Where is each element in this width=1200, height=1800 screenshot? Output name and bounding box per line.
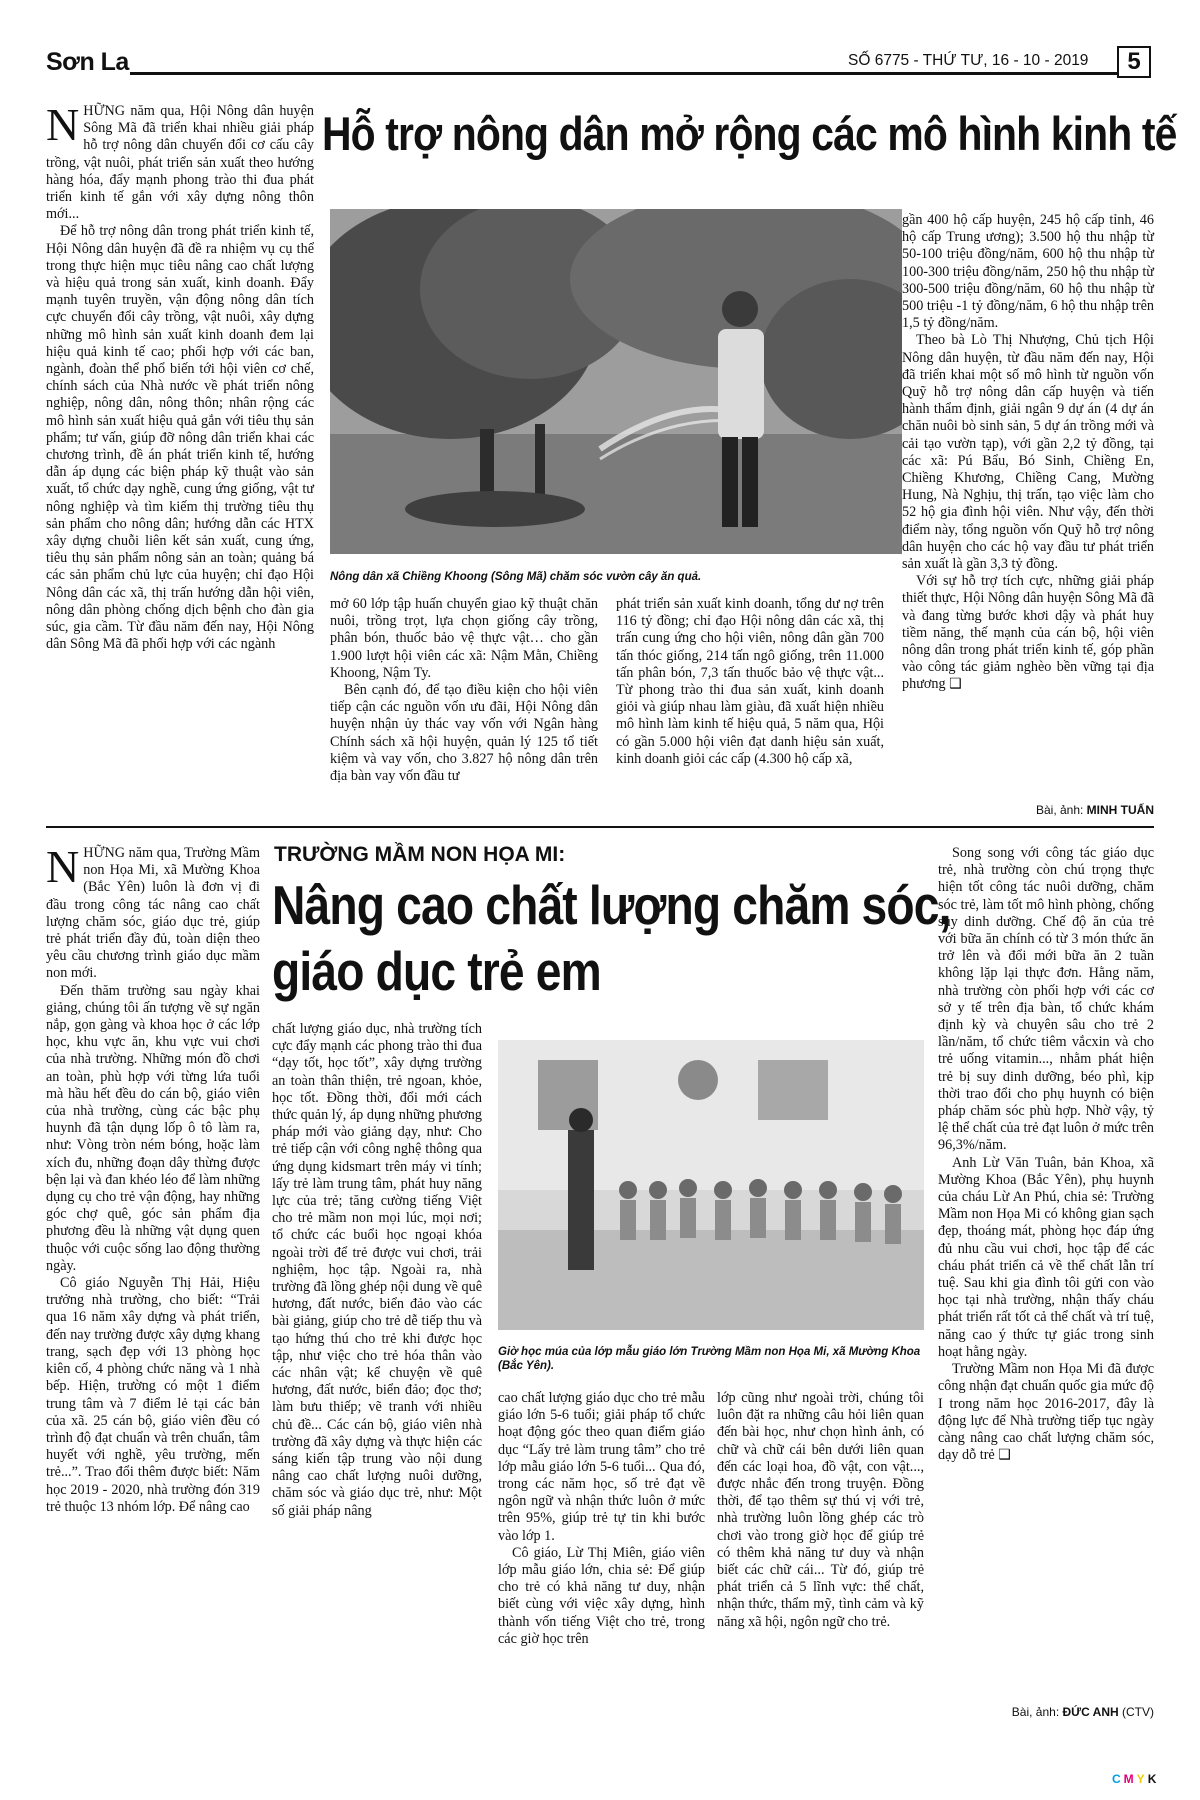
article2-col2: [272, 1021, 482, 1520]
page-number-box: [1117, 46, 1151, 78]
classroom-photo: [498, 1040, 924, 1330]
article-divider: [46, 826, 1154, 828]
credit-name: MINH TUẤN: [1086, 803, 1154, 817]
section-name: Sơn La: [46, 48, 129, 76]
paragraph: phát triển sản xuất kinh doanh, tổng dư nợ trên 116 tỷ đồng; chỉ đạo Hội nông dân các xã, thị trấn cung ứng cho hội viên, nông dân gần 700 tấn thóc giống, 214 tấn ngô giống, trên 11.000 tấn phân bón, 7,3 tấn thuốc bảo vệ thực vật... Từ phong trào thi đua sản xuất, kinh doanh giỏi và giúp nhau làm giàu, đã xuất hiện nhiều mô hình làm kinh tế hiệu quả, 5 năm qua, Hội có gần 5.000 hội viên đạt danh hiệu sản xuất, kinh doanh giỏi các cấp (4.300 hộ cấp xã,: [616, 596, 884, 767]
paragraph: Song song với công tác giáo dục trẻ, nhà trường còn chú trọng thực hiện tốt công tác nuôi dưỡng, chăm sóc trẻ, làm tốt mô hình phòng, chống suy dinh dưỡng. Chế độ ăn của trẻ với bữa ăn chính có từ 3 món thức ăn trở lên và đổi mới bữa ăn 2 tuần không lặp lại thực đơn. Hằng năm, nhà trường còn phối hợp với các cơ sở y tế trên địa bàn, tổ chức khám định kỳ và chuyên sâu cho trẻ 2 lần/năm, tổ chức tiêm vắcxin và cho trẻ uống vitamin..., nhằm phát hiện trẻ bị suy dinh dưỡng, béo phì, kịp thời trao đổi cho phụ huynh có biện pháp chăm sóc phù hợp. Nhờ vậy, tỷ lệ thể chất của trẻ đạt luôn ở mức trên 96,3%/năm.: [938, 845, 1154, 1154]
article2-headline-line2: giáo dục trẻ em: [272, 940, 601, 1002]
paragraph: Anh Lừ Văn Tuân, bản Khoa, xã Mường Khoa (Bắc Yên), phụ huynh của cháu Lừ An Phú, chia sẻ: Trường Mầm non Họa Mi có không gian sạch đẹp, thoáng mát, phòng học đáp ứng đủ nhu cầu vui chơi, học tập để các cháu phát triển cả về thể chất lẫn trí tuệ. Sau khi gia đình tôi gửi con vào học tại nhà trường, nhận thấy cháu phát triển rất tốt cả thể chất và trí tuệ, năng cao ý thức tự giác trong sinh hoạt hằng ngày.: [938, 1154, 1154, 1360]
article2-col4: [717, 1390, 924, 1631]
article1-credit: [902, 803, 1154, 817]
dropcap: N: [46, 99, 80, 150]
credit-label: Bài, ảnh:: [1011, 1705, 1063, 1719]
orchard-photo: [330, 209, 902, 554]
classroom-photo-graphic: [498, 1040, 924, 1330]
header-rule: [130, 72, 1117, 75]
lead-caps: HỮNG: [83, 845, 125, 861]
orchard-photo-caption: Nông dân xã Chiềng Khoong (Sông Mã) chăm sóc vườn cây ăn quả.: [330, 571, 702, 583]
article1-col4: [902, 212, 1154, 694]
article1-col2: [330, 596, 598, 785]
article1-col1: [46, 99, 314, 654]
paragraph: Theo bà Lò Thị Nhượng, Chủ tịch Hội Nông dân huyện, từ đầu năm đến nay, Hội đã triển khai một số mô hình từ nguồn vốn Quỹ hỗ trợ nông dân cấp huyện và tiến hành thẩm định, giải ngân 9 dự án (4 dự án chăn nuôi bò sinh sản, 5 dự án trồng mới và cải tạo vườn tạp), với gần 2,2 tỷ đồng, tại các xã: Pú Bẩu, Bó Sinh, Chiềng En, Chiềng Khương, Chiềng Cang, Mường Hung, Nà Nghịu, thị trấn, tạo việc làm cho 52 hộ gia đình hội viên. Như vậy, đến thời điểm này, tổng nguồn vốn Quỹ hỗ trợ nông dân huyện cho các hộ vay đầu tư phát triển sản xuất là gần 3,3 tỷ đồng.: [902, 332, 1154, 573]
cmyk-marker: [1112, 1772, 1159, 1786]
paragraph: chất lượng giáo dục, nhà trường tích cực đẩy mạnh các phong trào thi đua “dạy tốt, học tốt”, xây dựng trường an toàn thân thiện, trẻ ngoan, khỏe, học tốt. Đồng thời, đổi mới cách thức quản lý, áp dụng những phương pháp mới vào giảng dạy, như: Cho trẻ tiếp cận với công nghệ thông qua ứng dụng kidsmart trên máy vi tính; lấy trẻ làm trung tâm, phát huy năng lực của trẻ; tăng cường tiếng Việt cho trẻ mầm non mọi lúc, mọi nơi; tổ chức các buổi học ngoại khóa ngoài trời để trẻ được vui chơi, trải nghiệm, học tập. Ngoài ra, nhà trường đã lồng ghép nội dung về quê hương, đất nước, biển đảo vào các bài giảng, giúp cho trẻ dễ tiếp thu và tạo hứng thú cho trẻ khi được học tập, như việc cho trẻ hóa thân vào các nhân vật; kể chuyện về quê hương, đất nước, biển đảo; đọc thơ; làm bưu thiếp; vẽ tranh với nhiều chủ đề... Các cán bộ, giáo viên nhà trường đã xây dựng và thực hiện các sáng kiến tập trung vào nội dung nâng cao chất lượng nuôi dưỡng, chăm sóc và giáo dục trẻ, như: Một số giải pháp nâng: [272, 1021, 482, 1519]
article1-lead: [46, 99, 314, 223]
paragraph: Với sự hỗ trợ tích cực, những giải pháp thiết thực, Hội Nông dân huyện Sông Mã đã và đang từng bước khơi dậy và phát huy tiềm năng, thế mạnh của cán bộ, hội viên nông dân trong phát triển kinh tế, góp phần vào công tác giảm nghèo bền vững tại địa phương ❑: [902, 573, 1154, 693]
paragraph: Đến thăm trường sau ngày khai giảng, chúng tôi ấn tượng về sự ngăn nắp, gọn gàng và khoa học ở các lớp học, khu vực ăn, khu vực vui chơi của nhà trường. Những món đồ chơi an toàn, phù hợp với từng lứa tuổi mà hầu hết đều do cán bộ, giáo viên của nhà trường, cùng các bậc phụ huynh đã tận dụng lốp ô tô làm ra, như: Vòng tròn ném bóng, hoặc làm xích đu, những đoạn dây thừng được bện lại và đan khéo léo để làm những dụng cụ cho trẻ vận động, hay những góc chợ quê, góc sản phẩm địa phương đều là những vật dụng quen thuộc với cuộc sống lao động thường ngày.: [46, 982, 260, 1274]
orchard-photo-graphic: [330, 209, 902, 554]
cmyk-y: Y: [1136, 1772, 1148, 1786]
paragraph: mở 60 lớp tập huấn chuyển giao kỹ thuật chăn nuôi, trồng trọt, lựa chọn giống cây trồng, phân bón, thuốc bảo vệ thực vật… cho gần 1.900 lượt hội viên các xã: Nậm Mằn, Chiềng Khoong, Nậm Ty.: [330, 596, 598, 681]
credit-suffix: (CTV): [1118, 1705, 1154, 1719]
classroom-photo-caption: Giờ học múa của lớp mẫu giáo lớn Trường Mầm non Họa Mi, xã Mường Khoa (Bắc Yên).: [498, 1346, 921, 1372]
article1-col3: [616, 596, 884, 768]
paragraph: Cô giáo Nguyễn Thị Hải, Hiệu trưởng nhà trường, cho biết: “Trải qua 16 năm xây dựng và phát triển, đến nay trường được xây dựng khang trang, sạch đẹp với 13 phòng học kiên cố, 4 phòng chức năng và 1 nhà bếp. Hiện, trường có một 1 điểm trung tâm và 7 điểm lẻ tại các bản của xã. 25 cán bộ, giáo viên đều có trình độ đạt chuẩn và trên chuẩn, tâm huyết với nghề, yêu trường, mến trẻ...”. Trao đổi thêm được biết: Năm học 2019 - 2020, nhà trường đón 319 trẻ thuộc 13 nhóm lớp. Để nâng cao: [46, 1275, 260, 1515]
article2-credit: [938, 1705, 1154, 1719]
article2-kicker: TRƯỜNG MẦM NON HỌA MI:: [274, 843, 566, 866]
paragraph: gần 400 hộ cấp huyện, 245 hộ cấp tỉnh, 46 hộ cấp Trung ương); 3.500 hộ thu nhập từ 50-100 triệu đồng/năm, 600 hộ thu nhập từ 100-300 triệu đồng/năm, 250 hộ thu nhập từ 300-500 triệu đồng/năm, 60 hộ thu nhập từ 500 triệu -1 tỷ đồng/năm, 6 hộ thu nhập trên 1,5 tỷ đồng/năm.: [902, 212, 1154, 332]
lead-text: năm qua, Hội Nông dân huyện Sông Mã đã triển khai nhiều giải pháp hỗ trợ nông dân chuyển đổi cơ cấu cây trồng, vật nuôi, phát triển sản xuất theo hướng hàng hóa, đẩy mạnh phong trào thi đua phát triển kinh tế gắn với xây dựng nông thôn mới...: [46, 103, 314, 223]
paragraph: Bên cạnh đó, để tạo điều kiện cho hội viên tiếp cận các nguồn vốn ưu đãi, Hội Nông dân huyện nhận ủy thác vay vốn với Ngân hàng Chính sách xã hội huyện, quản lý 125 tổ tiết kiệm và vay vốn, cho 3.827 hộ nông dân trên địa bàn vay vốn đầu tư: [330, 682, 598, 785]
lead-text: năm qua, Trường Mầm non Họa Mi, xã Mường Khoa (Bắc Yên) luôn là đơn vị đi đầu trong công tác nâng cao chất lượng chăm sóc, giáo dục trẻ, giúp trẻ phát triển đầy đủ, toàn diện theo yêu cầu chương trình giáo dục mầm non mới.: [46, 845, 260, 982]
cmyk-k: K: [1147, 1772, 1160, 1786]
article2-col3: [498, 1390, 705, 1648]
lead-caps: HỮNG: [83, 103, 125, 119]
credit-label: Bài, ảnh:: [1035, 803, 1087, 817]
article2-lead: [46, 841, 260, 983]
paragraph: Trường Mầm non Họa Mi đã được công nhận đạt chuẩn quốc gia mức độ I trong năm học 2016-2017, đây là động lực để Nhà trường tiếp tục ngày càng nâng cao chất lượng chăm sóc, dạy dỗ trẻ ❑: [938, 1361, 1154, 1464]
article2-headline-line1: Nâng cao chất lượng chăm sóc,: [272, 874, 951, 936]
paragraph: cao chất lượng giáo dục cho trẻ mẫu giáo lớn 5-6 tuổi; giải pháp tổ chức hoạt động góc theo quan điểm giáo dục “Lấy trẻ làm trung tâm” cho trẻ lớp mẫu giáo lớn 5-6 tuổi... Qua đó, trong các năm học, số trẻ đạt về ngôn ngữ và nhận thức luôn ở mức trên 95%, giúp trẻ tự tin khi bước vào lớp 1.: [498, 1390, 705, 1544]
paragraph: Cô giáo, Lừ Thị Miên, giáo viên lớp mẫu giáo lớn, chia sẻ: Để giúp cho trẻ có khả năng tư duy, nhận biết cùng với việc xây dựng, hình thành vốn tiếng Việt cho trẻ, trong các giờ học trên: [498, 1544, 705, 1647]
article1-headline: Hỗ trợ nông dân mở rộng các mô hình kinh tế: [322, 107, 1177, 160]
cmyk-m: M: [1123, 1772, 1137, 1786]
cmyk-c: C: [1112, 1772, 1124, 1786]
dropcap: N: [46, 841, 80, 892]
credit-name: ĐỨC ANH: [1062, 1705, 1119, 1719]
article2-col1: [46, 841, 260, 1516]
paragraph: lớp cũng như ngoài trời, chúng tôi luôn đặt ra những câu hỏi liên quan đến bài học, như chọn hình ảnh, có chữ và chữ cái bên dưới liên quan đến các loại hoa, đồ vật, con vật..., được nhắc đến trong truyện. Đồng thời, để tạo thêm sự thú vị với trẻ, nhà trường luôn lồng ghép các trò chơi vào trong giờ học để giúp trẻ có thêm khả năng tư duy và nhận biết các chữ cái... Từ đó, giúp trẻ phát triển cả 5 lĩnh vực: thể chất, nhận thức, thẩm mỹ, tình cảm và kỹ năng xã hội, ngôn ngữ cho trẻ.: [717, 1390, 924, 1630]
page-number: 5: [1127, 48, 1141, 75]
issue-info: SỐ 6775 - THỨ TƯ, 16 - 10 - 2019: [848, 52, 1089, 69]
article2-col5: [938, 845, 1154, 1464]
paragraph: Để hỗ trợ nông dân trong phát triển kinh tế, Hội Nông dân huyện đã đề ra nhiệm vụ cụ thể trong thực hiện mục tiêu nâng cao chất lượng và hiệu quả trong sản xuất, kinh doanh. Đẩy mạnh tuyên truyền, vận động nông dân tích cực chuyển đổi cây trồng, vật nuôi, xây dựng những mô hình sản xuất kinh doanh đem lại hiệu quả kinh tế cao; phối hợp với các ban, ngành, đoàn thể phổ biến tới hội viên cơ chế, chính sách của Nhà nước về phát triển nông nghiệp, nông dân, nông thôn; nhân rộng các mô hình sản xuất hiệu quả gắn với tiêu thụ sản phẩm; tư vấn, giúp đỡ nông dân triển khai các chương trình, đề án phát triển kinh tế, hướng dẫn áp dụng các biện pháp kỹ thuật vào sản xuất, tổ chức dạy nghề, cung ứng giống, vật tư nông nghiệp và tìm kiếm thị trường tiêu thụ sản phẩm cho nông dân; hướng dẫn các HTX xây dựng chuỗi liên kết sản xuất, cung ứng, tiêu thụ sản phẩm nông sản an toàn; quảng bá các sản phẩm chủ lực của huyện; chỉ đạo Hội Nông dân các xã, thị trấn hướng dẫn hội viên, nông dân phòng chống dịch bệnh cho đàn gia súc, gia cầm. Từ đầu năm đến nay, Hội Nông dân Sông Mã đã phối hợp với các ngành: [46, 223, 314, 653]
